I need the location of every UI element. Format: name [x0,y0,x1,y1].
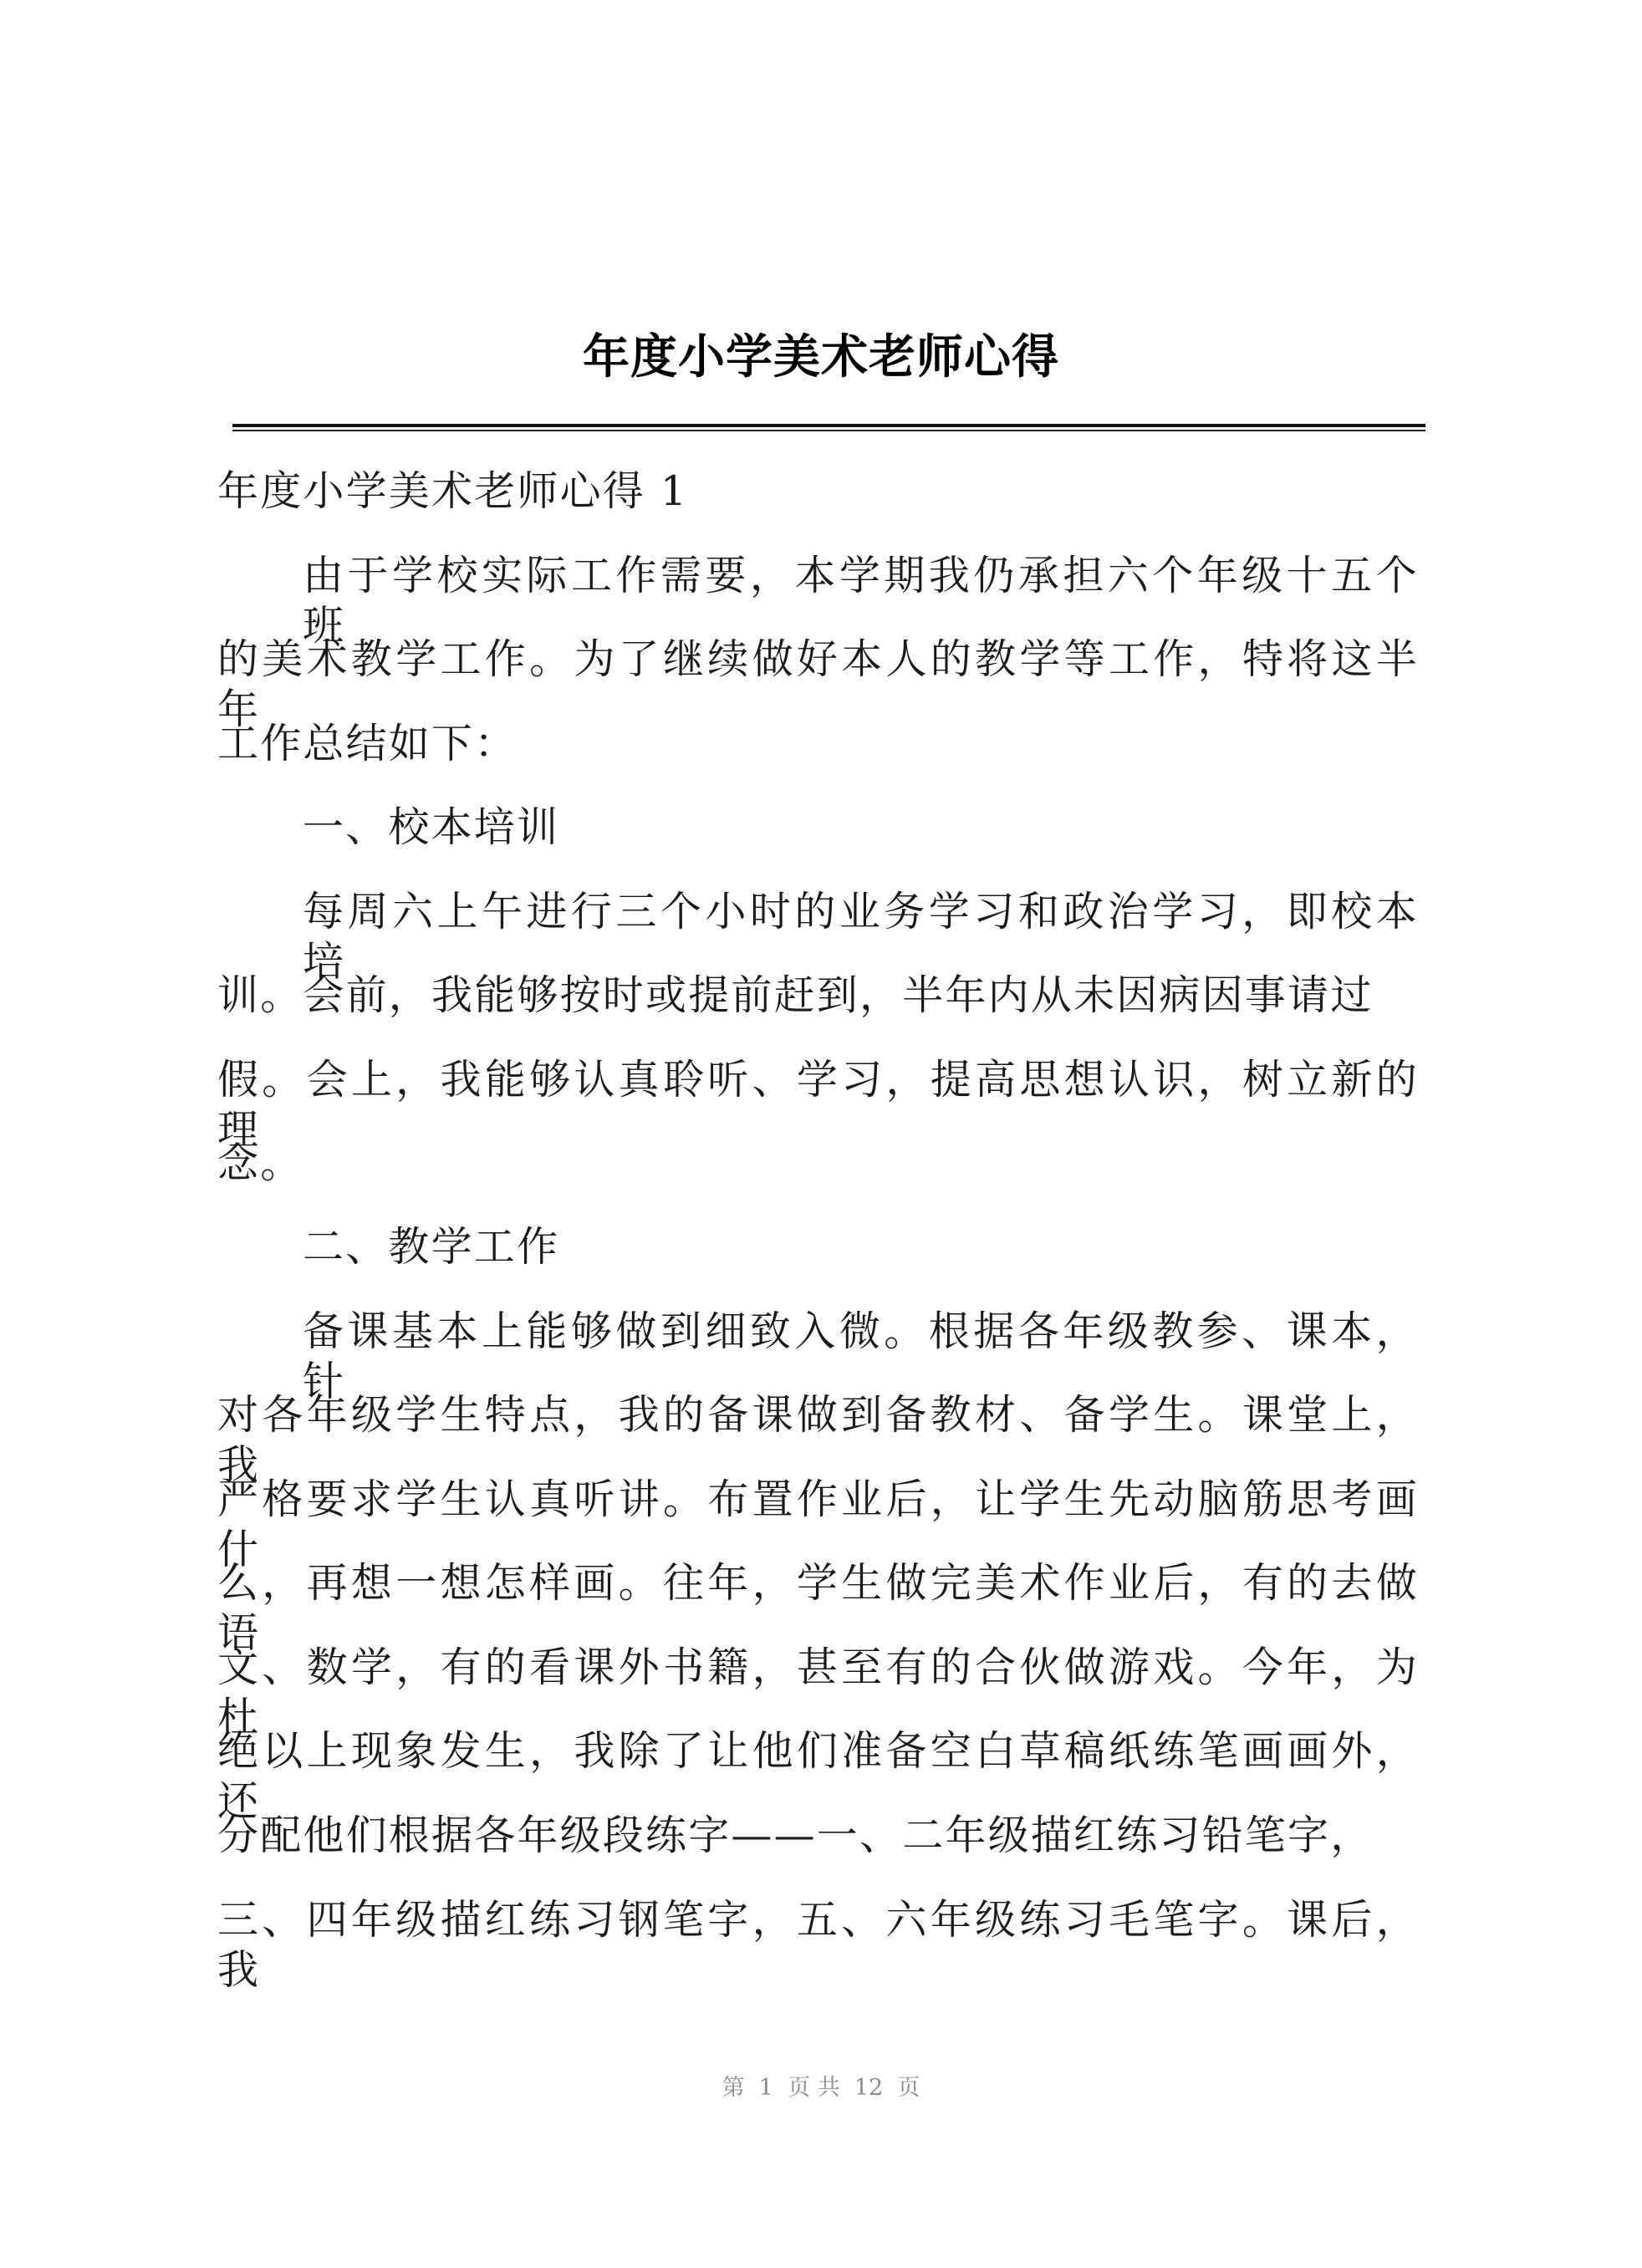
body-line: 么 ， 再 想 一 想 怎 样 画 。 往 年 ， 学 生 做 完 美 术 作 业 后 ， 有 的 去 做 语 [217,1559,1417,1657]
title-double-rule-thick [232,424,1425,427]
body-line: 训。会前，我能够按时或提前赶到，半年内从未因病因事请过 [217,971,1374,1019]
body-line: 的 美 术 教 学 工 作 。 为 了 继 续 做 好 本 人 的 教 学 等 工 作 ， 特 将 这 半 年 [217,635,1417,733]
body-line: 备 课 基 本 上 能 够 做 到 细 致 入 微 。 根 据 各 年 级 教 参 、 课 本 ， 针 [303,1307,1417,1405]
body-line: 绝 以 上 现 象 发 生 ， 我 除 了 让 他 们 准 备 空 白 草 稿 纸 练 笔 画 画 外 ， 还 [217,1727,1417,1825]
subsection-heading-teaching-work: 二、教学工作 [303,1223,560,1271]
title-double-rule-thin [232,430,1425,431]
body-line: 对 各 年 级 学 生 特 点 ， 我 的 备 课 做 到 备 教 材 、 备 学 生 。 课 堂 上 ， 我 [217,1391,1417,1489]
section-heading: 年度小学美术老师心得 1 [217,467,689,515]
body-line: 严 格 要 求 学 生 认 真 听 讲 。 布 置 作 业 后 ， 让 学 生 先 动 脑 筋 思 考 画 什 [217,1475,1417,1573]
body-line: 由 于 学 校 实 际 工 作 需 要 ， 本 学 期 我 仍 承 担 六 个 年 级 十 五 个 班 [303,552,1417,650]
body-line: 每 周 六 上 午 进 行 三 个 小 时 的 业 务 学 习 和 政 治 学 习 ， 即 校 本 培 [303,888,1417,986]
page-number-footer: 第 1 页 共 12 页 [722,2075,920,2101]
body-line: 分配他们根据各年级段练字——一、二年级描红练习铅笔字， [217,1812,1374,1859]
body-line: 三 、 四 年 级 描 红 练 习 钢 笔 字 ， 五 、 六 年 级 练 习 毛 笔 字 。 课 后 ， 我 [217,1896,1417,1994]
body-line: 假 。 会 上 ， 我 能 够 认 真 聆 听 、 学 习 ， 提 高 思 想 认 识 ， 树 立 新 的 理 [217,1056,1417,1154]
document-title: 年度小学美术老师心得 [583,329,1059,385]
subsection-heading-school-training: 一、校本培训 [303,803,560,851]
body-line: 工作总结如下： [217,720,518,767]
body-line: 念。 [217,1139,303,1187]
body-line: 文 、 数 学 ， 有 的 看 课 外 书 籍 ， 甚 至 有 的 合 伙 做 游 戏 。 今 年 ， 为 杜 [217,1644,1417,1741]
